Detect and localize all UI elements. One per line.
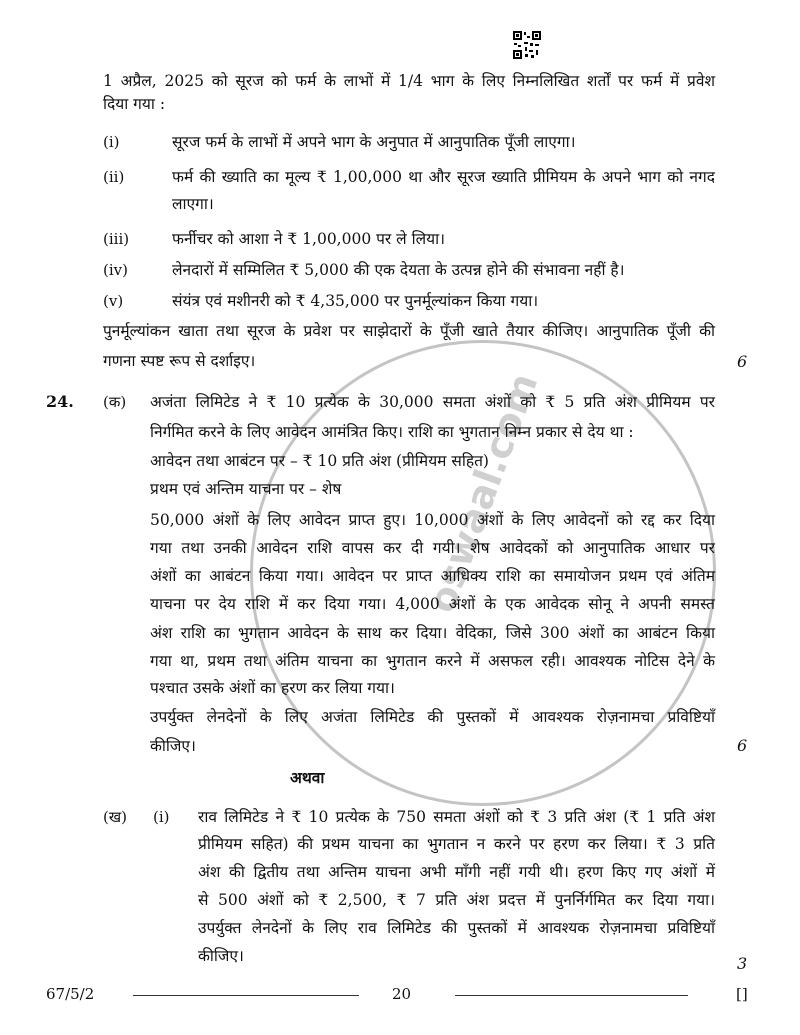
condition-text: लेनदारों में सम्मिलित ₹ 5,000 की एक देयता के उत्पन्न होने की संभावना नहीं है। [172, 261, 625, 279]
part-a-line: उपर्युक्त लेनदेनों के लिए अजंता लिमिटेड की पुस्तकों में आवश्यक रोज़नामचा प्रविष्टियाँ [150, 708, 715, 726]
intro-line-2: दिया गया : [103, 95, 166, 113]
part-b-line: अंश की द्वितीय तथा अन्तिम याचना अभी माँगी नहीं गयी थी। हरण किए गए अंशों में [198, 863, 715, 881]
instruction-line-2: गणना स्पष्ट रूप से दर्शाइए। [103, 352, 256, 370]
page-number: 20 [392, 985, 412, 1003]
condition-text: फर्म की ख्याति का मूल्य ₹ 1,00,000 था और सूरज ख्याति प्रीमियम के अपने भाग को नगद [172, 168, 715, 186]
part-a-line: अंश राशि का भुगतान आवेदन के साथ कर दिया। वेदिका, जिसे 300 अंशों का आबंटन किया [150, 624, 715, 642]
or-label: अथवा [290, 768, 325, 787]
condition-number: (iii) [103, 230, 130, 248]
condition-number: (iv) [103, 261, 128, 279]
paper-code: 67/5/2 [46, 985, 95, 1003]
condition-text: सूरज फर्म के लाभों में अपने भाग के अनुपात में आनुपातिक पूँजी लाएगा। [172, 133, 576, 151]
intro-line-1: 1 अप्रैल, 2025 को सूरज को फर्म के लाभों में 1/4 भाग के लिए निम्नलिखित शर्तों पर फर्म में प्रवेश [103, 72, 715, 90]
question-number: 24. [46, 392, 74, 411]
part-a-line: गया तथा उनकी आवेदन राशि वापस कर दी गयी। शेष आवेदकों को आनुपातिक आधार पर [150, 539, 715, 557]
part-a-line: गया था, प्रथम तथा अंतिम याचना का भुगतान करने में असफल रही। आवश्यक नोटिस देने के [150, 652, 715, 670]
footer-rule-right [455, 995, 688, 996]
condition-number: (v) [103, 292, 124, 310]
condition-number: (i) [103, 133, 120, 151]
marks: 3 [737, 954, 748, 973]
marks: 6 [737, 352, 748, 371]
condition-number: (ii) [103, 168, 125, 186]
watermark-text: oswaal.com [419, 367, 547, 619]
condition-text: लाएगा। [172, 195, 214, 213]
part-b-line: प्रीमियम सहित) की प्रथम याचना का भुगतान न करने पर हरण कर लिया। ₹ 3 प्रति [198, 835, 715, 853]
footer-rule-left [133, 995, 359, 996]
part-a-line: प्रथम एवं अन्तिम याचना पर – शेष [150, 480, 342, 498]
part-a-line: पश्चात उसके अंशों का हरण कर लिया गया। [150, 679, 395, 697]
part-a-line: अजंता लिमिटेड ने ₹ 10 प्रत्येक के 30,000 समता अंशों को ₹ 5 प्रति अंश प्रीमियम पर [150, 393, 715, 411]
part-b-line: कीजिए। [198, 947, 244, 965]
part-b-line: उपर्युक्त लेनदेनों के लिए राव लिमिटेड की पुस्तकों में आवश्यक रोज़नामचा प्रविष्टियाँ [198, 919, 715, 937]
qr-code-icon [512, 30, 542, 60]
part-label: (ख) [103, 808, 127, 826]
footer-box: [] [736, 985, 748, 1003]
sub-part-label: (i) [153, 808, 170, 826]
condition-text: संयंत्र एवं मशीनरी को ₹ 4,35,000 पर पुनर्मूल्यांकन किया गया। [172, 292, 539, 310]
condition-text: फर्नीचर को आशा ने ₹ 1,00,000 पर ले लिया। [172, 230, 446, 248]
part-b-line: राव लिमिटेड ने ₹ 10 प्रत्येक के 750 समता अंशों को ₹ 3 प्रति अंश (₹ 1 प्रति अंश [198, 808, 715, 826]
part-a-line: निर्गमित करने के लिए आवेदन आमंत्रित किए। राशि का भुगतान निम्न प्रकार से देय था : [150, 423, 634, 441]
part-a-line: कीजिए। [150, 737, 196, 755]
part-b-line: से 500 अंशों को ₹ 2,500, ₹ 7 प्रति अंश प्रदत्त में पुनर्निर्गमित कर दिया गया। [198, 891, 715, 909]
part-a-line: 50,000 अंशों के लिए आवेदन प्राप्त हुए। 10,000 अंशों के लिए आवेदनों को रद्द कर दिया [150, 511, 715, 529]
part-a-line: अंशों का आबंटन किया गया। आवेदन पर प्राप्त आधिक्य राशि का समायोजन प्रथम एवं अंतिम [150, 567, 715, 585]
part-a-line: याचना पर देय राशि में कर दिया गया। 4,000 अंशों के एक आवेदक सोनू ने अपनी समस्त [150, 595, 715, 613]
part-a-line: आवेदन तथा आबंटन पर – ₹ 10 प्रति अंश (प्रीमियम सहित) [150, 452, 489, 470]
part-label: (क) [103, 393, 127, 411]
marks: 6 [737, 736, 748, 755]
instruction-line-1: पुनर्मूल्यांकन खाता तथा सूरज के प्रवेश पर साझेदारों के पूँजी खाते तैयार कीजिए। आनुपातिक पूँजी की [103, 322, 715, 340]
